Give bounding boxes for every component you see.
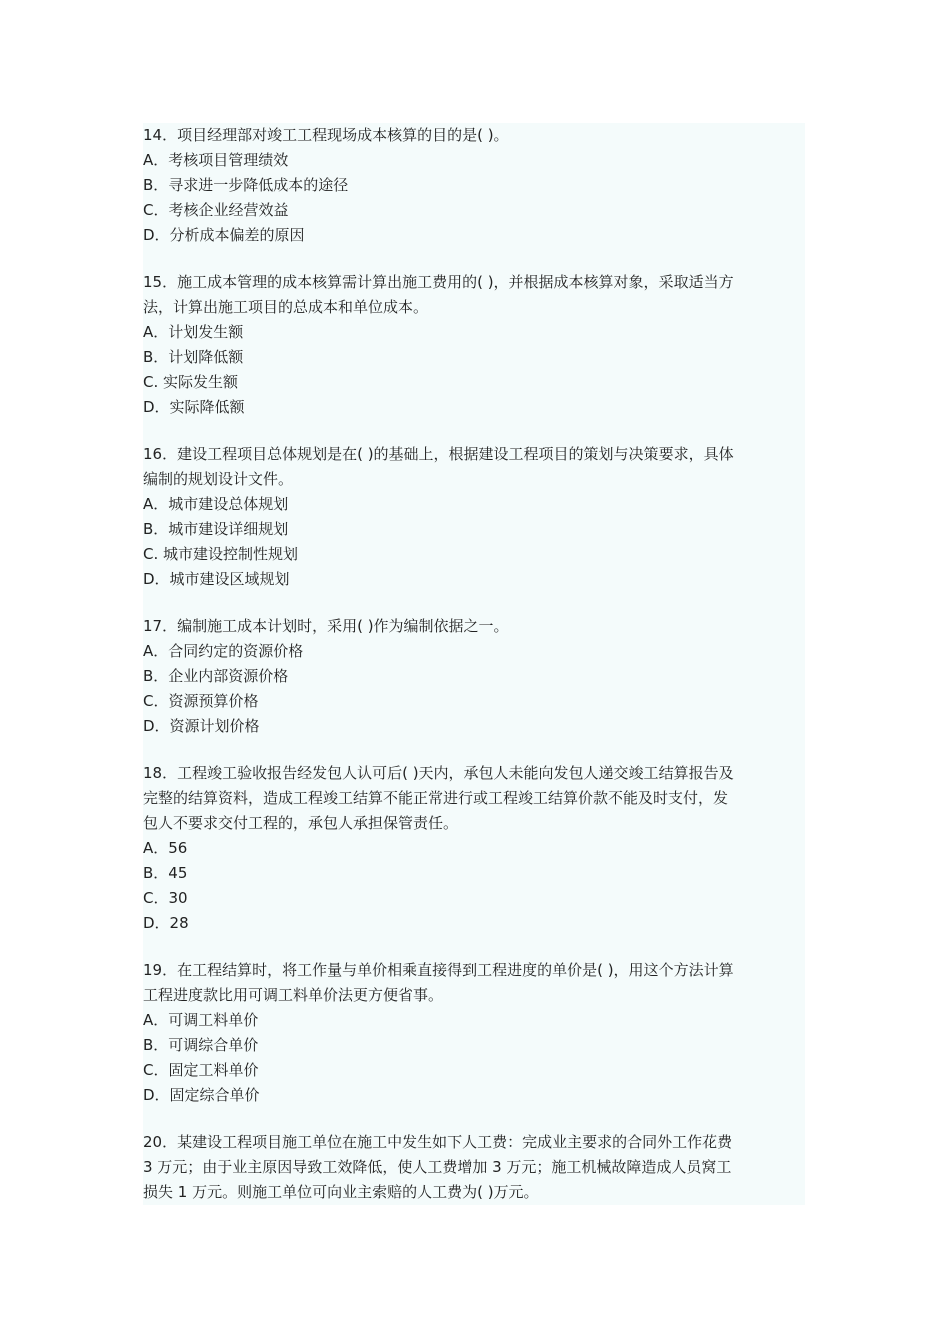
option-c: C．资源预算价格 [143, 692, 259, 710]
question-spacer [143, 1108, 805, 1130]
question-stem: 17．编制施工成本计划时，采用( )作为编制依据之一。 [143, 617, 509, 635]
option-a: A．56 [143, 839, 188, 857]
question-19 [143, 958, 805, 1108]
question-stem: 20．某建设工程项目施工单位在施工中发生如下人工费：完成业主要求的合同外工作花费 [143, 1133, 733, 1151]
option-a: A．考核项目管理绩效 [143, 151, 289, 169]
option-a: A．城市建设总体规划 [143, 495, 289, 513]
document-page [143, 123, 805, 1205]
question-stem: 18．工程竣工验收报告经发包人认可后( )天内，承包人未能向发包人递交竣工结算报告及 [143, 764, 734, 782]
option-d: D．城市建设区域规划 [143, 570, 290, 588]
option-b: B．计划降低额 [143, 348, 244, 366]
option-a: A．合同约定的资源价格 [143, 642, 304, 660]
question-stem: 编制的规划设计文件。 [143, 470, 294, 488]
option-b: B．城市建设详细规划 [143, 520, 289, 538]
option-b: B．寻求进一步降低成本的途径 [143, 176, 349, 194]
question-stem: 法，计算出施工项目的总成本和单位成本。 [143, 298, 429, 316]
question-stem: 16．建设工程项目总体规划是在( )的基础上，根据建设工程项目的策划与决策要求，具体 [143, 445, 734, 463]
question-15 [143, 270, 805, 420]
question-14 [143, 123, 805, 248]
option-b: B．可调综合单价 [143, 1036, 259, 1054]
question-spacer [143, 248, 805, 270]
question-stem: 包人不要求交付工程的，承包人承担保管责任。 [143, 814, 459, 832]
question-stem: 工程进度款比用可调工料单价法更方便省事。 [143, 986, 444, 1004]
option-d: D．实际降低额 [143, 398, 245, 416]
question-stem: 14．项目经理部对竣工工程现场成本核算的目的是( )。 [143, 126, 509, 144]
option-c: C. 实际发生额 [143, 373, 239, 391]
question-18 [143, 761, 805, 936]
question-17 [143, 614, 805, 739]
question-16 [143, 442, 805, 592]
question-stem: 15．施工成本管理的成本核算需计算出施工费用的( )，并根据成本核算对象，采取适当方 [143, 273, 734, 291]
option-c: C. 城市建设控制性规划 [143, 545, 299, 563]
question-spacer [143, 936, 805, 958]
option-d: D．资源计划价格 [143, 717, 260, 735]
question-spacer [143, 739, 805, 761]
option-c: C．考核企业经营效益 [143, 201, 289, 219]
option-d: D．28 [143, 914, 189, 932]
question-stem: 完整的结算资料，造成工程竣工结算不能正常进行或工程竣工结算价款不能及时支付，发 [143, 789, 729, 807]
question-spacer [143, 420, 805, 442]
question-stem: 3 万元；由于业主原因导致工效降低，使人工费增加 3 万元；施工机械故障造成人员窝工 [143, 1158, 732, 1176]
option-c: C．30 [143, 889, 188, 907]
option-b: B．企业内部资源价格 [143, 667, 289, 685]
option-c: C．固定工料单价 [143, 1061, 259, 1079]
option-a: A．可调工料单价 [143, 1011, 259, 1029]
question-stem: 19．在工程结算时，将工作量与单价相乘直接得到工程进度的单价是( )，用这个方法计算 [143, 961, 734, 979]
question-20 [143, 1130, 805, 1205]
option-a: A．计划发生额 [143, 323, 244, 341]
question-spacer [143, 592, 805, 614]
option-b: B．45 [143, 864, 188, 882]
option-d: D．固定综合单价 [143, 1086, 260, 1104]
question-stem: 损失 1 万元。则施工单位可向业主索赔的人工费为( )万元。 [143, 1183, 539, 1201]
option-d: D．分析成本偏差的原因 [143, 226, 305, 244]
